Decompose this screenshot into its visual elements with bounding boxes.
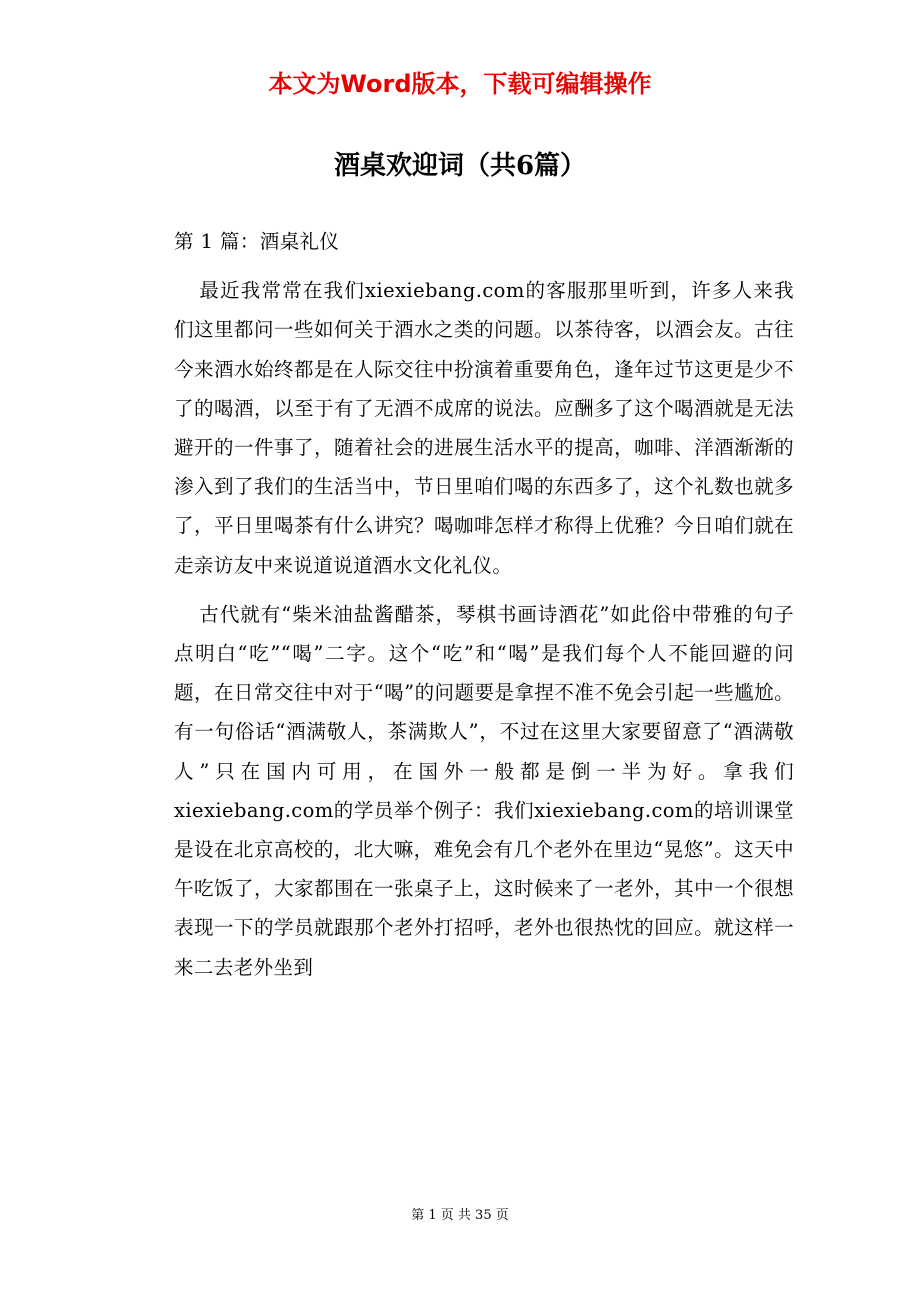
download-banner: 本文为Word版本，下载可编辑操作 [268,70,652,98]
body-paragraph-2: 古代就有“柴米油盐酱醋茶，琴棋书画诗酒花”如此俗中带雅的句子点明白“吃”“喝”二字。这个“吃”和“喝”是我们每个人不能回避的问题，在日常交往中对于“喝”的问题要是拿捏不准不免会引起一些尴尬。有一句俗话“酒满敬人，茶满欺人”，不过在这里大家要留意了“酒满敬人”只在国内可用，在国外一般都是倒一半为好。拿我们xiexiebang.com的学员举个例子：我们xiexiebang.com的培训课堂是设在北京高校的，北大嘛，难免会有几个老外在里边“晃悠”。这天中午吃饭了，大家都围在一张桌子上，这时候来了一老外，其中一个很想表现一下的学员就跟那个老外打招呼，老外也很热忱的回应。就这样一来二去老外坐到 [174,602,794,979]
document-body [174,222,794,997]
body-paragraph-1: 最近我常常在我们xiexiebang.com的客服那里听到，许多人来我们这里都问一些如何关于酒水之类的问题。以茶待客，以酒会友。古往今来酒水始终都是在人际交往中扮演着重要角色，逢年过节这更是少不了的喝酒，以至于有了无酒不成席的说法。应酬多了这个喝酒就是无法避开的一件事了，随着社会的进展生活水平的提高，咖啡、洋酒渐渐的渗入到了我们的生活当中，节日里咱们喝的东西多了，这个礼数也就多了，平日里喝茶有什么讲究？喝咖啡怎样才称得上优雅？今日咱们就在走亲访友中来说道说道酒水文化礼仪。 [174,279,794,577]
section-heading: 第 1 篇：酒桌礼仪 [174,230,340,253]
document-title: 酒桌欢迎词（共6篇） [333,151,587,181]
page-footer: 第 1 页 共 35 页 [411,1208,509,1223]
